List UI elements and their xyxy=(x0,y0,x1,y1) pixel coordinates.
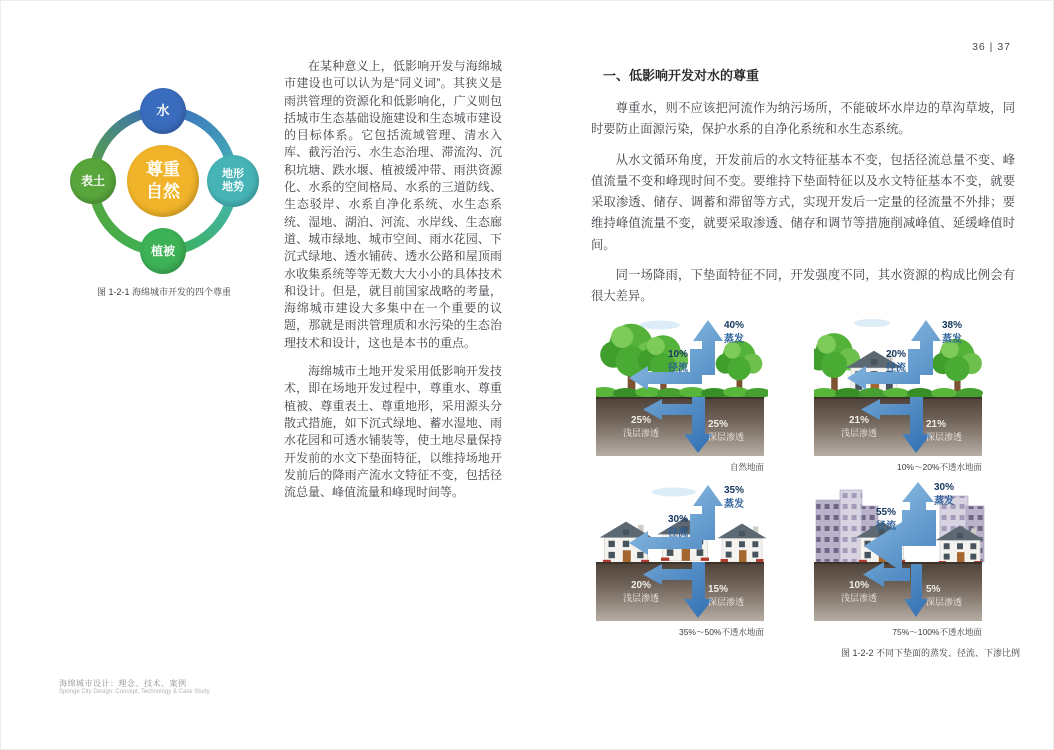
runoff-label: 10% 径流 xyxy=(667,349,688,374)
evaporation-label: 30% 蒸发 xyxy=(934,482,955,507)
surface-type-label: 35%～50%不透水地面 xyxy=(678,627,764,637)
panel-impervious-75-100 xyxy=(814,480,986,640)
panel-impervious-10-20 xyxy=(814,315,986,475)
figure-1-2-2-caption: 图 1-2-2 不同下垫面的蒸发、径流、下渗比例 xyxy=(841,648,1021,658)
left-text-column xyxy=(284,58,502,512)
runoff-label: 30% 径流 xyxy=(667,514,688,539)
deep-infiltration-arrow xyxy=(692,562,705,601)
body-paragraph: 同一场降雨，下垫面特征不同，开发强度不同，其水资源的构成比例会有很大差异。 xyxy=(591,268,1015,304)
deep-infiltration-label: 5% 深层渗透 xyxy=(926,584,963,607)
water-flow-arrows xyxy=(814,480,986,640)
diagram-node-terrain xyxy=(207,155,259,207)
figure-1-2-1-caption: 图 1-2-1 海绵城市开发的四个尊重 xyxy=(96,287,231,297)
node-vegetation-label: 植被 xyxy=(150,243,175,258)
shallow-infiltration-label: 10% 浅层渗透 xyxy=(840,580,877,603)
right-text-column xyxy=(591,65,1015,317)
body-paragraph: 在某种意义上，低影响开发与海绵城市建设也可以认为是“同义词”。其狭义是雨洪管理的资源化和低影响化，广义则包括城市生态基础设施建设和生态城市建设的目标体系。它包括流域管理、清水入库、截污治污、水生态治理、滞流沟、沉积坑塘、跌水堰、植被缓冲带、雨洪资源化、水系的空间格局、水系的三道防线、生态驳岸、水系自净化系统、水生态系统、湿地、湖泊、河流、水岸线、生态廊道、城市绿地、城市空间、雨水花园、下沉式绿地、透水铺砖、透水公路和屋顶雨水收集系统等等无数大大小小的具体技术和设计。但是，就目前国家战略的考量，海绵城市建设大多集中在一个重要的议题，那就是雨洪管理质和水污染的生态治理技术和设计，这也是本书的重点。 xyxy=(284,59,502,350)
respect-nature-diagram xyxy=(63,81,265,301)
node-water-label: 水 xyxy=(156,103,170,119)
node-center-label: 尊重 自然 xyxy=(146,159,180,201)
surface-type-label: 10%～20%不透水地面 xyxy=(896,462,982,472)
deep-infiltration-label: 15% 深层渗透 xyxy=(708,584,745,607)
shallow-infiltration-label: 20% 浅层渗透 xyxy=(622,580,659,603)
evaporation-label: 40% 蒸发 xyxy=(724,320,745,345)
body-paragraph: 海绵城市土地开发采用低影响开发技术，即在场地开发过程中，尊重水、尊重植被、尊重表土、尊重地形，采用源头分散式措施，如下沉式绿地、蓄水湿地、雨水花园和可透水铺装等，使土地尽量保持开发前的水文下垫面特征，以维持场地开发前后的降雨产流水文特征不变，包括径流总量、峰值流量和峰现时间等。 xyxy=(284,364,502,500)
deep-infiltration-arrow xyxy=(911,564,922,601)
diagram-node-water xyxy=(140,88,186,134)
node-topsoil-label: 表土 xyxy=(80,173,105,188)
runoff-label: 20% 径流 xyxy=(885,349,906,374)
deep-infiltration-arrow xyxy=(910,397,923,436)
panel-impervious-35-50 xyxy=(596,480,768,640)
evaporation-arrow xyxy=(693,320,723,341)
deep-infiltration-arrow xyxy=(692,397,705,436)
book-footer xyxy=(59,678,210,695)
evaporation-arrow xyxy=(902,482,934,502)
runoff-arrow xyxy=(902,510,936,546)
runoff-label: 55% 径流 xyxy=(875,507,896,532)
book-title-cn: 海绵城市设计：理念、技术、案例 xyxy=(59,679,187,688)
deep-infiltration-label: 25% 深层渗透 xyxy=(708,419,745,442)
surface-type-label: 自然地面 xyxy=(729,462,764,472)
body-paragraph: 尊重水，则不应该把河流作为纳污场所，不能破坏水岸边的草沟草坡，同时要防止面源污染，保护水系的自净化系统和水生态系统。 xyxy=(591,101,1015,137)
section-heading: 一、低影响开发对水的尊重 xyxy=(603,68,760,83)
panel-natural-ground xyxy=(596,315,768,475)
surface-type-label: 75%～100%不透水地面 xyxy=(892,627,982,637)
node-terrain-label: 地形 地势 xyxy=(222,167,244,193)
page-number: 36 | 37 xyxy=(972,41,1011,53)
shallow-infiltration-label: 21% 浅层渗透 xyxy=(840,415,877,438)
body-paragraph: 从水文循环角度，开发前后的水文特征基本不变，包括径流总量不变、峰值流量不变和峰现时间不变。要维持下垫面特征以及水文特征基本不变，就要采取渗透、储存、调蓄和滞留等方式，实现开发后一定量的径流量不外排；要维持峰值流量不变，就要采取渗透、储存和调节等措施削减峰值、延缓峰值时间。 xyxy=(591,152,1015,252)
evaporation-arrow xyxy=(911,320,941,341)
diagram-node-center xyxy=(127,145,199,217)
book-title-en: Sponge City Design: Concept, Technology & Case Study xyxy=(59,689,210,695)
evaporation-label: 38% 蒸发 xyxy=(942,320,963,345)
deep-infiltration-label: 21% 深层渗透 xyxy=(926,419,963,442)
diagram-node-topsoil xyxy=(70,158,116,204)
shallow-infiltration-label: 25% 浅层渗透 xyxy=(622,415,659,438)
evaporation-arrow xyxy=(693,485,723,506)
diagram-node-vegetation xyxy=(140,228,186,274)
evaporation-label: 35% 蒸发 xyxy=(724,485,745,510)
